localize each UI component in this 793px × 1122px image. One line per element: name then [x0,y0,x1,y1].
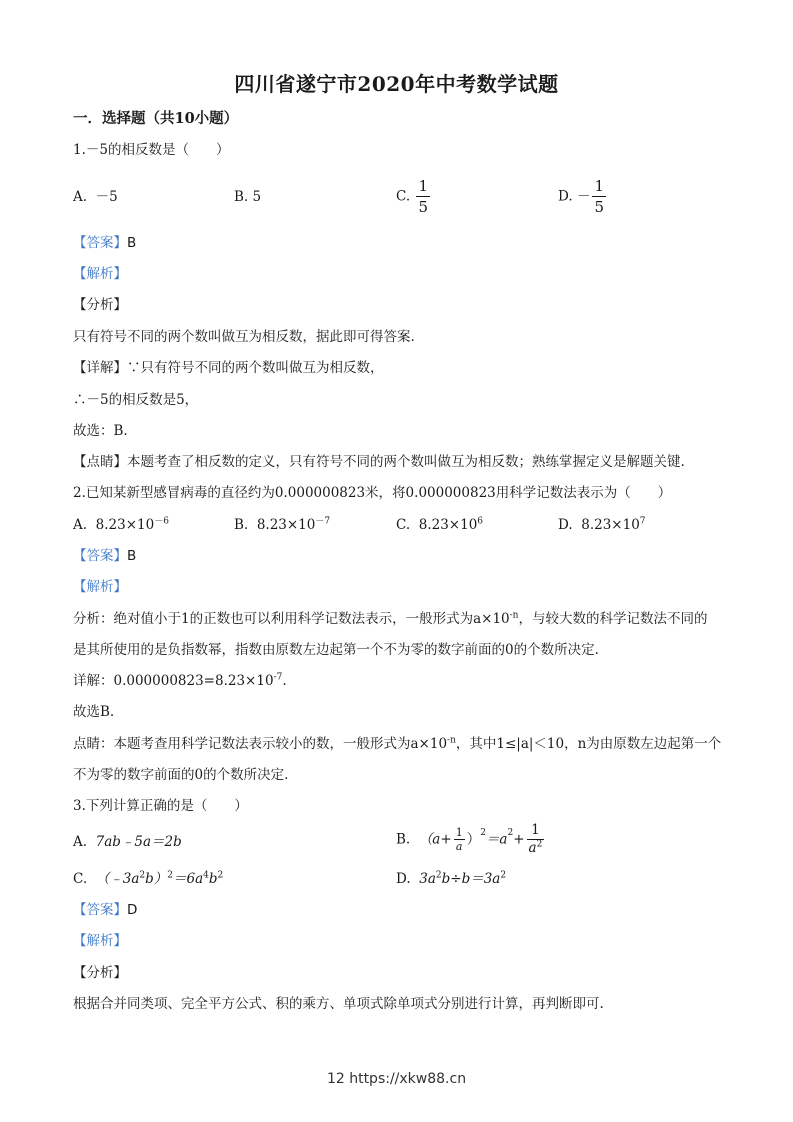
q3-option-b [396,822,546,857]
q3-option-d [396,870,506,888]
math-text: b÷b＝3a [441,871,501,887]
q2-stem: 2.已知某新型感冒病毒的直径约为0.000000823米，将0.000000823用科学记数法表示为（ ） [73,485,672,501]
option-label: C. [396,517,411,533]
exponent: 2 [435,870,442,881]
q1-option-d [558,176,608,217]
math-expression: 7ab﹣5a＝2b [95,834,182,850]
exponent: －7 [315,516,331,527]
q1-therefore: ∴－5的相反数是5， [73,392,199,408]
option-label: C. [73,871,88,887]
answer-tag: 【答案】 [73,235,127,251]
exponent: 2 [480,828,486,838]
q1-stem: 1.－5的相反数是（ ） [73,142,230,158]
q1-choice: 故选：B. [73,423,128,439]
q3-option-a [73,833,182,851]
q1-option-b [234,188,261,206]
option-label: A. [73,517,88,533]
exponent: -n [509,610,519,621]
math-text: （a+ [418,831,452,848]
fraction-numerator: 1 [418,177,428,195]
answer-value: B [127,235,137,251]
q3-fenxi-text: 根据合并同类项、完全平方公式、积的乘方、单项式除单项式分别进行计算，再判断即可. [73,996,604,1012]
exponent: 2 [217,870,224,881]
q1-fenxi-text: 只有符号不同的两个数叫做互为相反数，据此即可得答案. [73,329,415,345]
exponent: -n [447,735,456,746]
q1-comment: 【点睛】本题考查了相反数的定义，只有符号不同的两个数叫做互为相反数；熟练掌握定义是解题关键. [73,454,685,470]
q2-option-a [73,516,169,534]
q1-detail: 【详解】∵只有符号不同的两个数叫做互为相反数， [73,360,384,376]
answer-value: D [127,902,138,918]
q3-fenxi-tag: 【分析】 [73,965,127,981]
fraction-denominator [527,840,545,857]
option-value: 8.23×10 [418,517,478,533]
q1-analysis-tag: 【解析】 [73,266,127,282]
option-value: 8.23×10 [581,517,640,533]
answer-value: B [127,548,137,564]
option-label: C. [396,188,411,205]
fraction [416,176,430,217]
fraction-numerator: 1 [455,826,463,839]
answer-tag: 【答案】 [73,902,127,918]
exponent: 7 [639,516,646,527]
fraction-denominator: 5 [418,198,428,216]
math-text: a [528,840,537,856]
option-label: B. [396,831,411,848]
math-text: b） [145,871,168,887]
fraction [592,176,606,217]
section-heading: 一．选择题（共10小题） [73,110,239,127]
option-label: B. [234,517,249,533]
q2-comment-line2: 不为零的数字前面的0的个数所决定. [73,767,289,783]
exponent: 2 [500,870,507,881]
exponent: 2 [139,870,146,881]
math-text: b [208,871,218,887]
q2-comment-line1 [73,735,721,753]
option-value: 8.23×10 [95,517,155,533]
page-footer: 12 https://xkw88.cn [326,1071,467,1087]
q3-stem: 3.下列计算正确的是（ ） [73,798,248,814]
option-value: 5 [252,189,262,205]
q2-analysis-tag: 【解析】 [73,579,127,595]
q1-option-a [73,188,118,206]
q1-fenxi-tag: 【分析】 [73,297,127,313]
exponent: 2 [536,839,543,850]
option-label: B. [234,189,249,205]
fraction-denominator: 5 [594,198,604,216]
fraction-denominator: a [455,840,463,853]
option-label: A. [73,834,88,850]
q3-answer [73,901,137,919]
text-segment: 详解：0.000000823=8.23×10 [73,673,274,689]
math-text: ＝a [485,831,508,848]
option-label: A. [73,189,88,205]
q2-answer [73,547,136,565]
option-value: 8.23×10 [256,517,316,533]
text-segment: 分析：绝对值小于1的正数也可以利用科学记数法表示，一般形式为a×10 [73,611,510,627]
q2-fenxi-line1 [73,610,707,628]
math-text: （﹣3a [95,871,140,887]
fraction-numerator: 1 [594,177,604,195]
option-label: D. [558,517,573,533]
q2-option-c [396,516,483,534]
exponent: －6 [154,516,169,527]
page-title: 四川省遂宁市2020年中考数学试题 [234,72,559,96]
q2-option-d [558,516,646,534]
minus-sign: － [576,188,591,205]
text-segment: ，其中1≤|a|＜10，n为由原数左边起第一个 [455,736,722,752]
text-segment: 点睛：本题考查用科学记数法表示较小的数，一般形式为a×10 [73,736,448,752]
exponent: -7 [273,672,283,683]
exponent: 4 [203,870,209,881]
math-text: ） [466,831,481,848]
exponent: 2 [167,870,173,881]
q2-fenxi-line2: 是其所使用的是负指数幂，指数由原数左边起第一个不为零的数字前面的0的个数所决定. [73,642,599,658]
fraction-numerator: 1 [527,822,545,840]
text-segment: ，与较大数的科学记数法不同的 [518,611,708,627]
option-label: D. [396,871,411,887]
text-segment: . [282,673,287,689]
exponent: 2 [507,828,514,838]
q3-analysis-tag: 【解析】 [73,933,127,949]
q3-option-c [73,870,223,888]
q2-choice: 故选B. [73,704,115,720]
math-text: 3a [419,871,436,887]
answer-tag: 【答案】 [73,548,127,564]
q2-option-b [234,516,330,534]
exponent: 6 [477,516,484,527]
q1-option-c [396,176,432,217]
option-value: －5 [95,189,118,205]
fraction [527,822,545,857]
math-text: ＝6a [173,871,204,887]
fraction [454,826,465,853]
q1-answer [73,234,136,252]
option-label: D. [558,188,573,205]
q2-detail [73,672,287,690]
math-text: + [513,831,525,848]
